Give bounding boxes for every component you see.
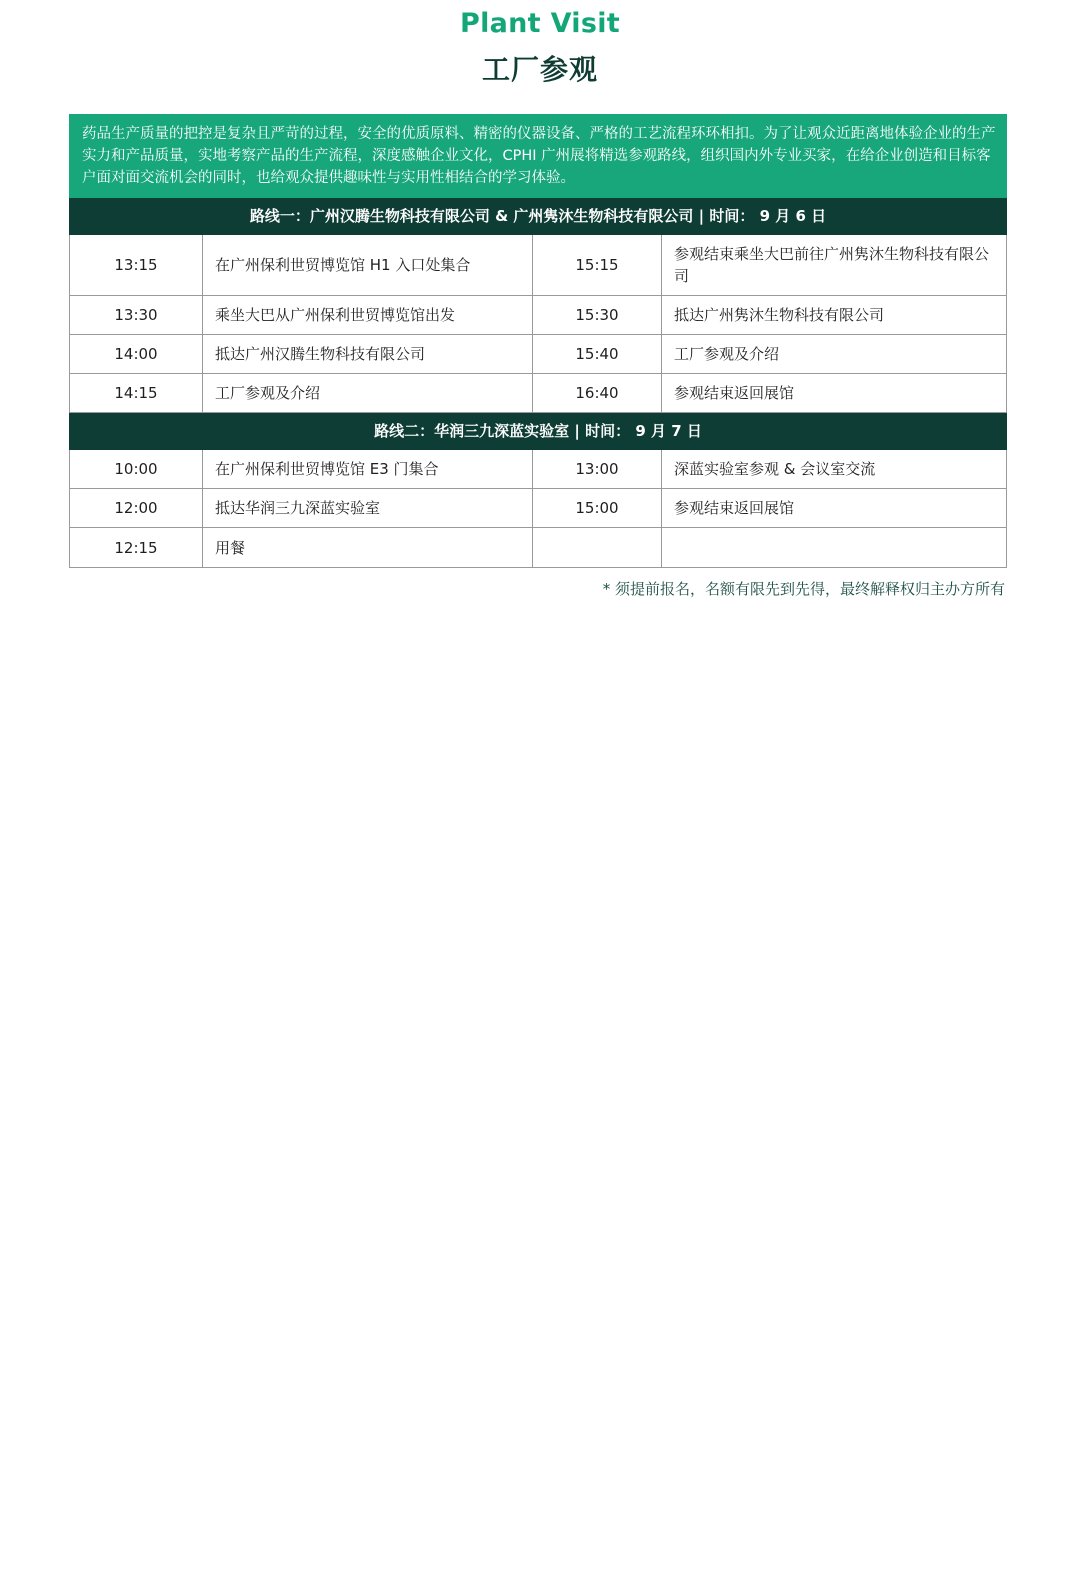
page-title-cn: 工厂参观 [481, 53, 598, 86]
schedule-table [69, 114, 1007, 568]
route-1-activity-right: 工厂参观及介绍 [662, 335, 1007, 374]
route-1-activity-right: 参观结束乘坐大巴前往广州隽沐生物科技有限公司 [662, 235, 1007, 296]
route-2-time-right: 13:00 [533, 450, 662, 489]
route-1-activity-left: 乘坐大巴从广州保利世贸博览馆出发 [203, 296, 533, 335]
route-2-activity-right: 深蓝实验室参观 & 会议室交流 [662, 450, 1007, 489]
table-row [70, 235, 1007, 296]
route-1-activity-right: 抵达广州隽沐生物科技有限公司 [662, 296, 1007, 335]
route-2-time-left: 12:00 [70, 489, 203, 528]
route-1-time-left: 13:30 [70, 296, 203, 335]
route-1-activity-left: 在广州保利世贸博览馆 H1 入口处集合 [203, 235, 533, 296]
route-2-time-left: 12:15 [70, 528, 203, 568]
route-2-activity-right: 参观结束返回展馆 [662, 489, 1007, 528]
intro-paragraph: 药品生产质量的把控是复杂且严苛的过程，安全的优质原料、精密的仪器设备、严格的工艺流程环环相扣。为了让观众近距离地体验企业的生产实力和产品质量，实地考察产品的生产流程，深度感触企业文化，CPHI 广州展将精选参观路线，组织国内外专业买家，在给企业创造和目标客户面对面交流机会的同时，也给观众提供趣味性与实用性相结合的学习体验。 [70, 115, 1007, 198]
route-1-time-right: 15:15 [533, 235, 662, 296]
route-1-time-left: 14:15 [70, 374, 203, 413]
route-1-time-left: 14:00 [70, 335, 203, 374]
table-row [70, 296, 1007, 335]
route-1-activity-left: 抵达广州汉腾生物科技有限公司 [203, 335, 533, 374]
route-2-activity-right [662, 528, 1007, 568]
route-2-activity-left: 抵达华润三九深蓝实验室 [203, 489, 533, 528]
route-1-time-right: 16:40 [533, 374, 662, 413]
route-2-time-right [533, 528, 662, 568]
route-1-time-left: 13:15 [70, 235, 203, 296]
route-2-time-left: 10:00 [70, 450, 203, 489]
registration-footnote: * 须提前报名，名额有限先到先得，最终解释权归主办方所有 [602, 580, 1005, 598]
route-2-time-right: 15:00 [533, 489, 662, 528]
table-row [70, 374, 1007, 413]
table-row [70, 335, 1007, 374]
route-2-activity-left: 在广州保利世贸博览馆 E3 门集合 [203, 450, 533, 489]
page-title-en: Plant Visit [459, 8, 620, 39]
route-1-activity-left: 工厂参观及介绍 [203, 374, 533, 413]
table-row [70, 528, 1007, 568]
route-1-header: 路线一：广州汉腾生物科技有限公司 & 广州隽沐生物科技有限公司 | 时间： 9 月 6 日 [70, 198, 1007, 235]
route-1-activity-right: 参观结束返回展馆 [662, 374, 1007, 413]
route-1-time-right: 15:30 [533, 296, 662, 335]
route-2-activity-left: 用餐 [203, 528, 533, 568]
route-1-time-right: 15:40 [533, 335, 662, 374]
route-2-header: 路线二：华润三九深蓝实验室 | 时间： 9 月 7 日 [70, 413, 1007, 450]
table-row [70, 489, 1007, 528]
table-row [70, 450, 1007, 489]
